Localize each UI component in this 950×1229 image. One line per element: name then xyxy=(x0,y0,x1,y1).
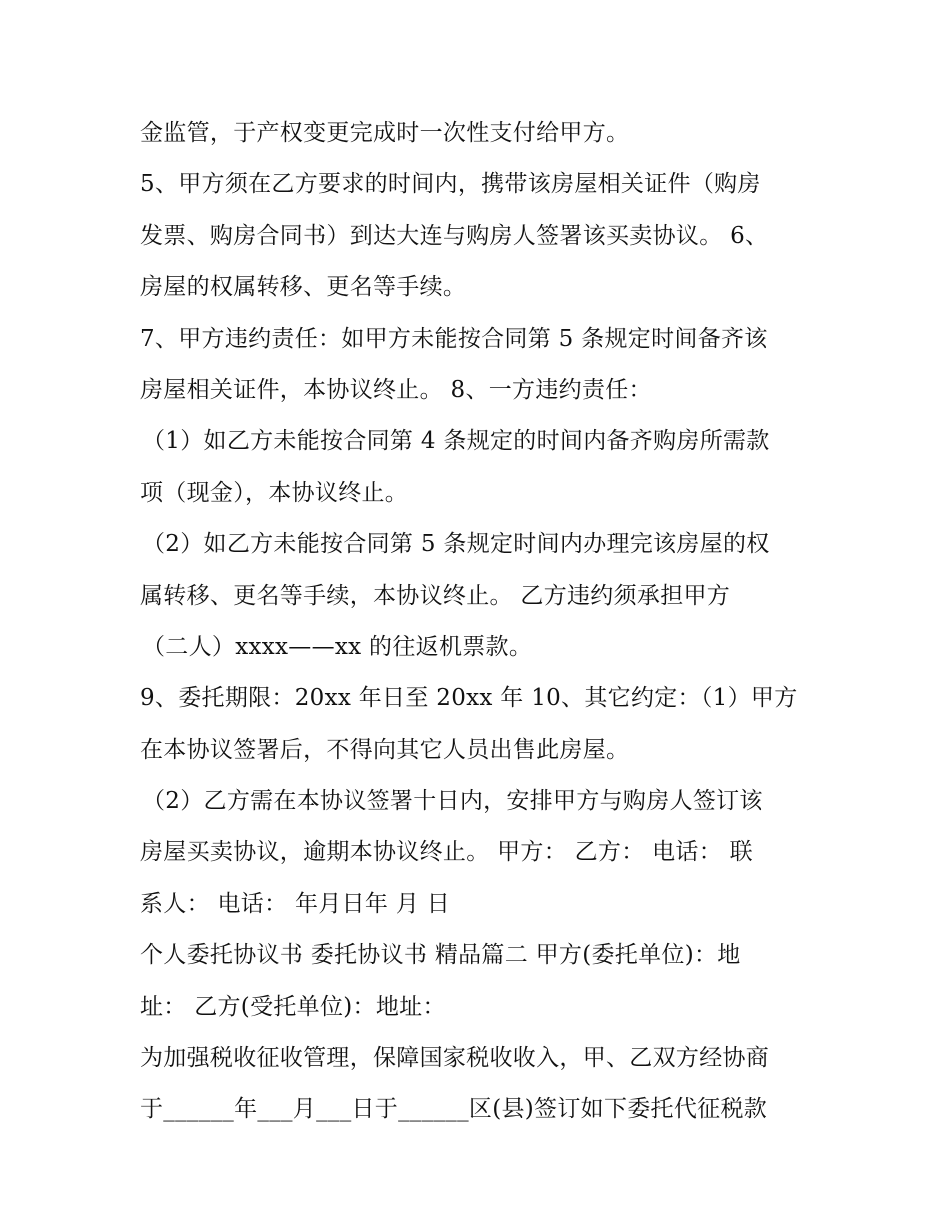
text-line: 7、甲方违约责任：如甲方未能按合同第 5 条规定时间备齐该 xyxy=(140,325,768,352)
text-line: 9、委托期限：20xx 年日至 20xx 年 10、其它约定：（1）甲方 xyxy=(140,685,798,712)
text-line: 金监管，于产权变更完成时一次性支付给甲方。 xyxy=(140,120,630,146)
text-line: 于______年___月___日于______区(县)签订如下委托代征税款 xyxy=(140,1096,768,1123)
document-body xyxy=(140,108,820,1136)
text-line: 在本协议签署后，不得向其它人员出售此房屋。 xyxy=(140,736,630,763)
text-line: 项（现金），本协议终止。 xyxy=(140,479,409,506)
text-line: （二人）xxxx——xx 的往返机票款。 xyxy=(142,633,533,660)
text-line: （1）如乙方未能按合同第 4 条规定的时间内备齐购房所需款 xyxy=(142,428,770,455)
text-line: 5、甲方须在乙方要求的时间内，携带该房屋相关证件（购房 xyxy=(140,171,761,198)
text-line: （2）如乙方未能按合同第 5 条规定时间内办理完该房屋的权 xyxy=(142,531,770,558)
text-line: 个人委托协议书 委托协议书 精品篇二 甲方(委托单位)：地 xyxy=(140,942,741,969)
text-line: 系人： 电话： 年月日年 月 日 xyxy=(140,890,451,917)
text-line: 为加强税收征收管理，保障国家税收收入，甲、乙双方经协商 xyxy=(140,1045,770,1072)
text-line: 房屋的权属转移、更名等手续。 xyxy=(140,274,467,301)
text-line: 属转移、更名等手续，本协议终止。 乙方违约须承担甲方 xyxy=(140,582,731,609)
text-line: （2）乙方需在本协议签署十日内，安排甲方与购房人签订该 xyxy=(142,788,763,815)
text-line: 房屋买卖协议，逾期本协议终止。 甲方： 乙方： 电话： 联 xyxy=(140,839,753,866)
text-line: 房屋相关证件，本协议终止。 8、一方违约责任： xyxy=(140,376,652,403)
text-line: 址： 乙方(受托单位)：地址： xyxy=(140,993,446,1020)
text-line: 发票、购房合同书）到达大连与购房人签署该买卖协议。 6、 xyxy=(140,222,769,249)
